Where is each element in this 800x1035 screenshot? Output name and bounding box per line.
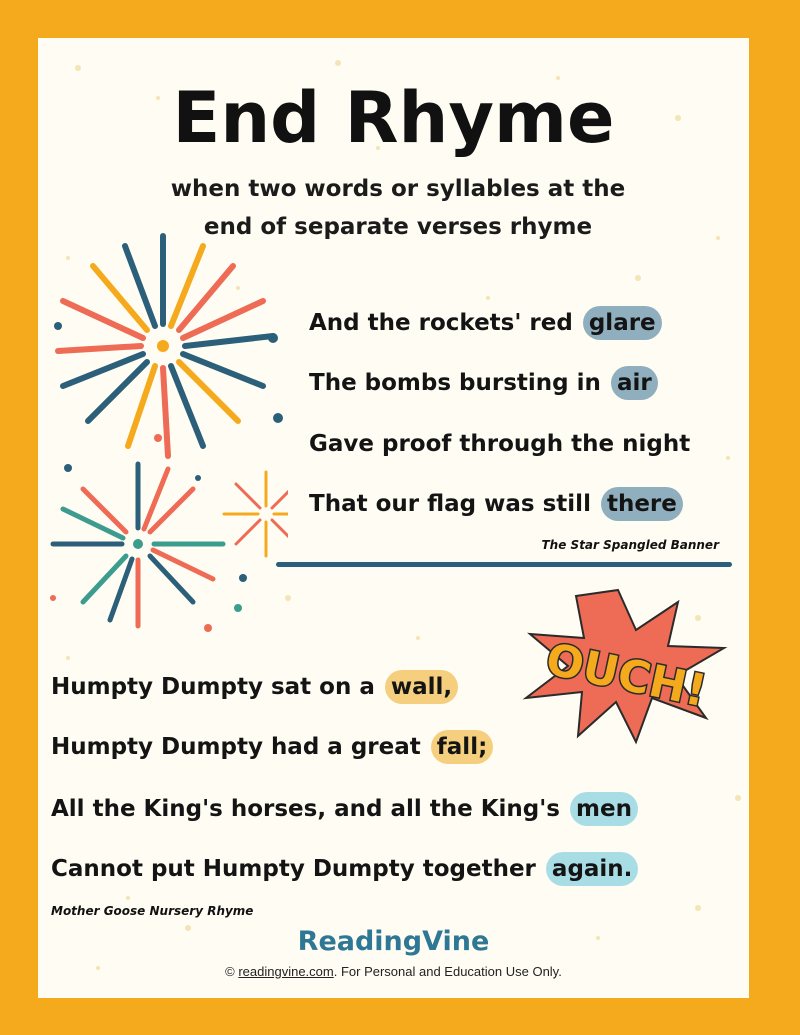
worksheet-page	[38, 38, 749, 998]
poem1-line-3: Gave proof through the night	[309, 431, 691, 457]
website-link[interactable]: readingvine.com	[238, 964, 334, 979]
rhyme-word: wall,	[385, 670, 458, 704]
definition-line-1: when two words or syllables at the	[170, 176, 626, 202]
brand-logo: ReadingVine	[297, 926, 490, 957]
section-divider	[276, 562, 732, 567]
ouch-text: OUCH!	[541, 633, 711, 718]
firework-large-icon	[58, 236, 273, 456]
rhyme-word: men	[570, 792, 638, 826]
page-title: End Rhyme	[172, 77, 615, 159]
poem1-line-1: And the rockets' red glare	[309, 310, 662, 336]
poem1-line-2: The bombs bursting in air	[309, 370, 658, 396]
poem2-line-3: All the King's horses, and all the King's men	[51, 796, 638, 822]
poem1-source: The Star Spangled Banner	[541, 538, 719, 552]
firework-small-icon	[224, 472, 288, 556]
rhyme-word: air	[611, 366, 658, 400]
copyright-footer: © readingvine.com. For Personal and Education Use Only.	[225, 964, 562, 979]
rhyme-word: there	[601, 487, 683, 521]
fireworks-illustration	[38, 218, 288, 648]
rhyme-word: glare	[583, 306, 662, 340]
rhyme-word: again.	[546, 852, 639, 886]
poem2-line-4: Cannot put Humpty Dumpty together again.	[51, 856, 638, 882]
poem2-line-1: Humpty Dumpty sat on a wall,	[51, 674, 458, 700]
poem2-line-2: Humpty Dumpty had a great fall;	[51, 734, 493, 760]
rhyme-word: fall;	[431, 730, 494, 764]
firework-medium-icon	[53, 464, 223, 626]
poem1-line-4: That our flag was still there	[309, 491, 683, 517]
poem2-source: Mother Goose Nursery Rhyme	[51, 904, 254, 918]
definition-line-2: end of separate verses rhyme	[203, 214, 593, 240]
ouch-burst-illustration	[518, 586, 728, 746]
